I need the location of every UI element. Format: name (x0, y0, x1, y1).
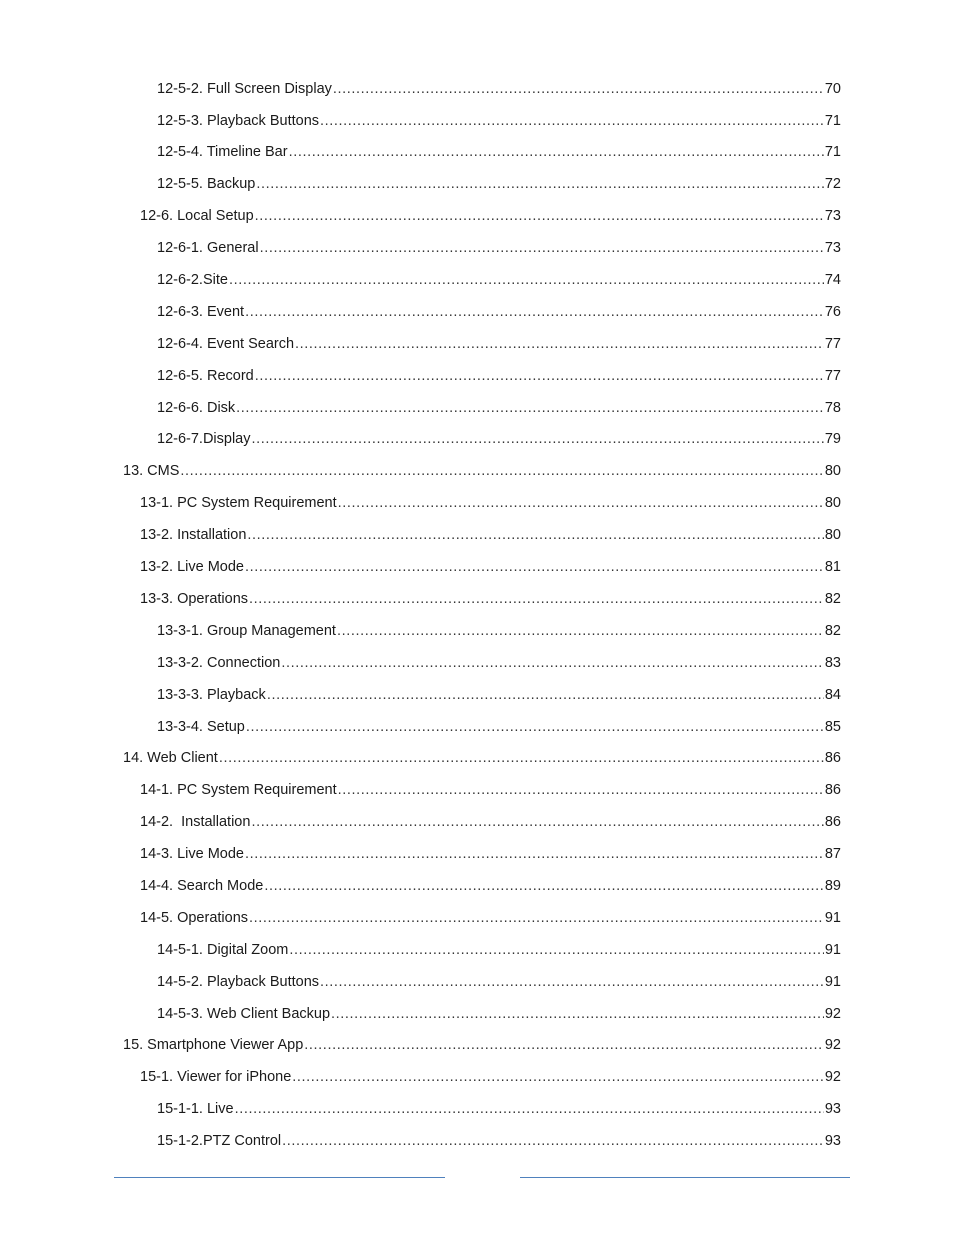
dot-leader (304, 1038, 824, 1053)
dot-leader (246, 720, 824, 735)
toc-entry-page-number: 93 (824, 1133, 841, 1150)
toc-entry[interactable] (0, 679, 954, 711)
dot-leader (289, 943, 824, 958)
dot-leader (292, 1070, 824, 1085)
toc-entry-page-number: 92 (824, 1037, 841, 1054)
toc-entry[interactable] (0, 519, 954, 551)
dot-leader (267, 688, 824, 703)
toc-entry-page-number: 91 (824, 973, 841, 990)
toc-entry-title: 14-5-2. Playback Buttons (157, 973, 320, 990)
dot-leader (281, 656, 824, 671)
toc-entry-page-number: 87 (824, 846, 841, 863)
toc-entry[interactable] (0, 934, 954, 966)
toc-entry-page-number: 89 (824, 877, 841, 894)
toc-entry[interactable] (0, 201, 954, 233)
toc-entry-page-number: 77 (824, 335, 841, 352)
toc-entry[interactable] (0, 1125, 954, 1157)
dot-leader (249, 592, 824, 607)
toc-entry-title: 14-5-1. Digital Zoom (157, 941, 289, 958)
dot-leader (229, 273, 824, 288)
toc-entry-page-number: 92 (824, 1069, 841, 1086)
toc-entry[interactable] (0, 775, 954, 807)
toc-entry[interactable] (0, 1094, 954, 1126)
dot-leader (338, 496, 824, 511)
toc-entry-page-number: 82 (824, 590, 841, 607)
toc-entry[interactable] (0, 360, 954, 392)
toc-entry-title: 13-2. Live Mode (140, 559, 244, 576)
toc-entry[interactable] (0, 966, 954, 998)
toc-entry[interactable] (0, 806, 954, 838)
toc-entry[interactable] (0, 647, 954, 679)
toc-entry-page-number: 93 (824, 1101, 841, 1118)
dot-leader (247, 528, 823, 543)
toc-entry-title: 13-3-1. Group Management (157, 622, 336, 639)
toc-entry-page-number: 83 (824, 654, 841, 671)
dot-leader (219, 751, 824, 766)
toc-entry-page-number: 91 (824, 941, 841, 958)
toc-entry[interactable] (0, 902, 954, 934)
dot-leader (320, 975, 824, 990)
toc-entry[interactable] (0, 169, 954, 201)
toc-entry-page-number: 71 (824, 144, 841, 161)
toc-entry-title: 14-5. Operations (140, 909, 249, 926)
dot-leader (333, 82, 824, 97)
toc-entry-page-number: 92 (824, 1005, 841, 1022)
dot-leader (255, 369, 824, 384)
toc-entry-title: 14-5-3. Web Client Backup (157, 1005, 331, 1022)
dot-leader (337, 624, 824, 639)
toc-entry[interactable] (0, 488, 954, 520)
toc-entry-page-number: 80 (824, 495, 841, 512)
dot-leader (289, 145, 824, 160)
toc-entry-page-number: 78 (824, 399, 841, 416)
toc-entry[interactable] (0, 296, 954, 328)
toc-entry-page-number: 76 (824, 303, 841, 320)
toc-entry-title: 12-6. Local Setup (140, 208, 254, 225)
toc-entry-page-number: 80 (824, 527, 841, 544)
toc-entry[interactable] (0, 105, 954, 137)
toc-entry[interactable] (0, 232, 954, 264)
toc-entry-title: 12-6-6. Disk (157, 399, 236, 416)
toc-entry[interactable] (0, 998, 954, 1030)
toc-entry-page-number: 85 (824, 718, 841, 735)
dot-leader (249, 911, 824, 926)
toc-entry[interactable] (0, 615, 954, 647)
toc-entry-title: 12-6-2.Site (157, 272, 228, 289)
table-of-contents (0, 73, 954, 1157)
toc-entry-title: 14-1. PC System Requirement (140, 782, 337, 799)
toc-entry-title: 15-1-1. Live (157, 1101, 234, 1118)
toc-entry-title: 13-3. Operations (140, 590, 249, 607)
toc-entry-page-number: 73 (824, 240, 841, 257)
toc-entry-title: 15-1. Viewer for iPhone (140, 1069, 292, 1086)
dot-leader (338, 783, 824, 798)
toc-entry-title: 12-6-3. Event (157, 303, 245, 320)
toc-entry[interactable] (0, 1062, 954, 1094)
toc-entry[interactable] (0, 711, 954, 743)
toc-entry-page-number: 71 (824, 112, 841, 129)
toc-entry-title: 14-3. Live Mode (140, 846, 244, 863)
toc-entry[interactable] (0, 456, 954, 488)
dot-leader (252, 432, 824, 447)
dot-leader (245, 305, 824, 320)
toc-entry[interactable] (0, 743, 954, 775)
toc-entry[interactable] (0, 583, 954, 615)
dot-leader (331, 1007, 824, 1022)
toc-entry-page-number: 82 (824, 622, 841, 639)
toc-entry[interactable] (0, 328, 954, 360)
toc-entry-title: 14. Web Client (123, 750, 218, 767)
toc-entry-title: 15. Smartphone Viewer App (123, 1037, 304, 1054)
toc-entry-page-number: 84 (824, 686, 841, 703)
toc-entry-page-number: 86 (824, 782, 841, 799)
dot-leader (264, 879, 824, 894)
toc-entry-title: 12-6-7.Display (157, 431, 251, 448)
dot-leader (255, 209, 824, 224)
dot-leader (260, 241, 824, 256)
dot-leader (282, 1134, 824, 1149)
toc-entry-title: 15-1-2.PTZ Control (157, 1133, 282, 1150)
dot-leader (180, 464, 823, 479)
toc-entry-page-number: 80 (824, 463, 841, 480)
toc-entry-page-number: 86 (824, 814, 841, 831)
toc-entry-title: 13-1. PC System Requirement (140, 495, 337, 512)
dot-leader (320, 114, 824, 129)
toc-entry-title: 13-3-2. Connection (157, 654, 281, 671)
toc-entry[interactable] (0, 137, 954, 169)
dot-leader (251, 815, 823, 830)
toc-entry-title: 13-2. Installation (140, 527, 247, 544)
toc-entry-page-number: 70 (824, 80, 841, 97)
toc-entry-page-number: 91 (824, 909, 841, 926)
dot-leader (236, 401, 824, 416)
toc-entry[interactable] (0, 551, 954, 583)
toc-entry-page-number: 86 (824, 750, 841, 767)
footer-rule-left (114, 1177, 445, 1178)
toc-entry[interactable] (0, 1030, 954, 1062)
toc-entry-title: 14-4. Search Mode (140, 877, 264, 894)
toc-entry-page-number: 77 (824, 367, 841, 384)
dot-leader (235, 1102, 824, 1117)
toc-entry[interactable] (0, 264, 954, 296)
toc-entry-title: 12-5-4. Timeline Bar (157, 144, 288, 161)
toc-entry-page-number: 79 (824, 431, 841, 448)
toc-entry-title: 13-3-3. Playback (157, 686, 266, 703)
footer-rule-right (520, 1177, 850, 1178)
dot-leader (295, 337, 824, 352)
toc-entry-title: 13. CMS (123, 463, 180, 480)
toc-entry[interactable] (0, 838, 954, 870)
toc-entry[interactable] (0, 73, 954, 105)
toc-entry-title: 12-5-2. Full Screen Display (157, 80, 332, 97)
toc-entry-page-number: 81 (824, 559, 841, 576)
dot-leader (245, 560, 824, 575)
toc-entry-page-number: 73 (824, 208, 841, 225)
toc-entry[interactable] (0, 870, 954, 902)
toc-entry-title: 13-3-4. Setup (157, 718, 245, 735)
toc-entry-page-number: 74 (824, 272, 841, 289)
toc-entry-title: 14-2. Installation (140, 814, 251, 831)
toc-entry-title: 12-6-1. General (157, 240, 259, 257)
dot-leader (256, 177, 824, 192)
toc-entry-title: 12-6-5. Record (157, 367, 254, 384)
toc-entry-title: 12-6-4. Event Search (157, 335, 295, 352)
toc-entry[interactable] (0, 392, 954, 424)
toc-entry-title: 12-5-5. Backup (157, 176, 256, 193)
dot-leader (245, 847, 824, 862)
toc-entry-page-number: 72 (824, 176, 841, 193)
toc-entry-title: 12-5-3. Playback Buttons (157, 112, 320, 129)
toc-entry[interactable] (0, 424, 954, 456)
